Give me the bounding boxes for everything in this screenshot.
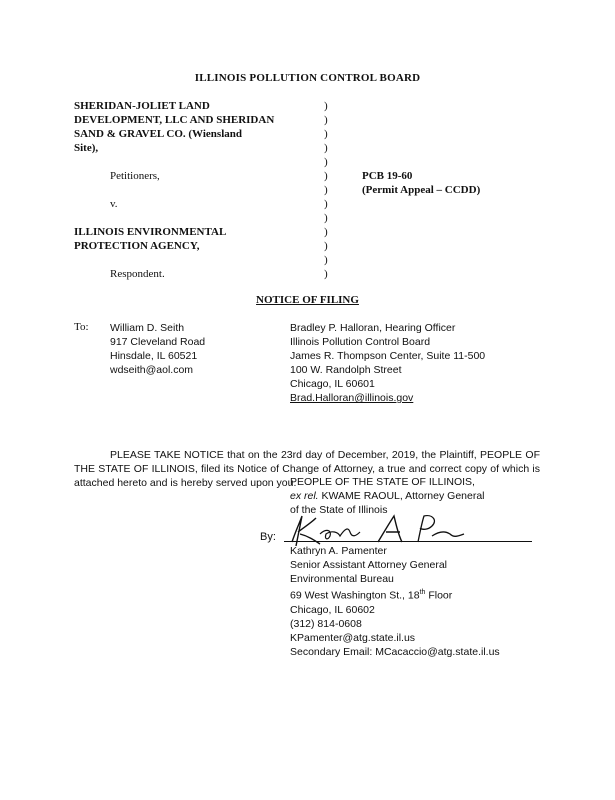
attorney-bureau: Environmental Bureau (290, 573, 394, 585)
ex-rel-text: ex rel. (290, 490, 319, 502)
petitioner-line-4: Site), (74, 142, 99, 154)
paren: ) (324, 170, 328, 182)
attorney-name: Kathryn A. Pamenter (290, 545, 387, 557)
attorney-secondary-email: Secondary Email: MCacaccio@atg.state.il.us (290, 645, 500, 658)
respondent-line-2: PROTECTION AGENCY, (74, 240, 200, 252)
to-label: To: (74, 321, 89, 333)
recipient-left-line: 917 Cleveland Road (110, 336, 206, 348)
paren: ) (324, 254, 328, 266)
recipient-right-line: 100 W. Randolph Street (290, 364, 402, 376)
paren: ) (324, 156, 328, 168)
recipient-right-line: Bradley P. Halloran, Hearing Officer (290, 322, 456, 334)
recipient-left-line: William D. Seith (110, 322, 185, 334)
floor-text: Floor (425, 589, 453, 602)
petitioners-label: Petitioners, (110, 170, 160, 182)
signature-block (290, 475, 530, 517)
recipient-right-line: Illinois Pollution Control Board (290, 336, 431, 348)
signature-block-line-3: of the State of Illinois (290, 504, 388, 516)
petitioner-line-3: SAND & GRAVEL CO. (Wiensland (74, 128, 242, 140)
paren: ) (324, 184, 328, 196)
paren: ) (324, 240, 328, 252)
paren: ) (324, 100, 328, 112)
attorney-phone: (312) 814-0608 (290, 617, 362, 630)
recipient-right-line: James R. Thompson Center, Suite 11-500 (290, 350, 486, 362)
petitioner-line-1: SHERIDAN-JOLIET LAND (74, 100, 210, 112)
case-caption-parties (74, 99, 324, 281)
recipient-right-line: Chicago, IL 60601 (290, 378, 375, 390)
respondent-label: Respondent. (110, 268, 165, 280)
floor-superscript: th (419, 589, 426, 596)
case-info (362, 169, 480, 197)
attorney-title: Senior Assistant Attorney General (290, 559, 448, 571)
attorney-city: Chicago, IL 60602 (290, 603, 375, 616)
recipient-address-right (290, 321, 485, 405)
paren: ) (324, 268, 328, 280)
attorney-email: KPamenter@atg.state.il.us (290, 631, 416, 644)
signature-block-line-2 (290, 489, 530, 503)
petitioner-line-2: DEVELOPMENT, LLC AND SHERIDAN (74, 114, 275, 126)
recipient-left-email: wdseith@aol.com (110, 364, 194, 376)
attorney-street (290, 586, 550, 603)
paren: ) (324, 212, 328, 224)
case-number: PCB 19-60 (362, 170, 413, 182)
attorney-street-text: 69 West Washington St., 18 (290, 589, 420, 602)
caption-parentheses (324, 99, 334, 281)
signature-line (284, 541, 532, 542)
recipient-right-email-link[interactable]: Brad.Halloran@illinois.gov (290, 392, 414, 404)
respondent-line-1: ILLINOIS ENVIRONMENTAL (74, 226, 227, 238)
notice-body-paragraph: PLEASE TAKE NOTICE that on the 23rd day of December, 2019, the Plaintiff, PEOPLE OF THE STATE OF ILLINOIS, filed its Notice of Change of Attorney, a true and correct copy of which is attached hereto and is hereby served upon you. (74, 449, 540, 489)
recipient-left-line: Hinsdale, IL 60521 (110, 350, 198, 362)
paren: ) (324, 128, 328, 140)
notice-heading: NOTICE OF FILING (256, 294, 359, 306)
recipient-address-left (110, 321, 205, 377)
paren: ) (324, 198, 328, 210)
attorney-contact-block (290, 544, 550, 659)
case-type: (Permit Appeal – CCDD) (362, 184, 481, 196)
paren: ) (324, 142, 328, 154)
signature-block-line-1: PEOPLE OF THE STATE OF ILLINOIS, (290, 476, 475, 488)
versus-label: v. (110, 198, 118, 210)
attorney-general-text: KWAME RAOUL, Attorney General (318, 490, 485, 502)
paren: ) (324, 226, 328, 238)
paren: ) (324, 114, 328, 126)
by-label: By: (260, 531, 276, 543)
board-title: ILLINOIS POLLUTION CONTROL BOARD (194, 72, 421, 84)
